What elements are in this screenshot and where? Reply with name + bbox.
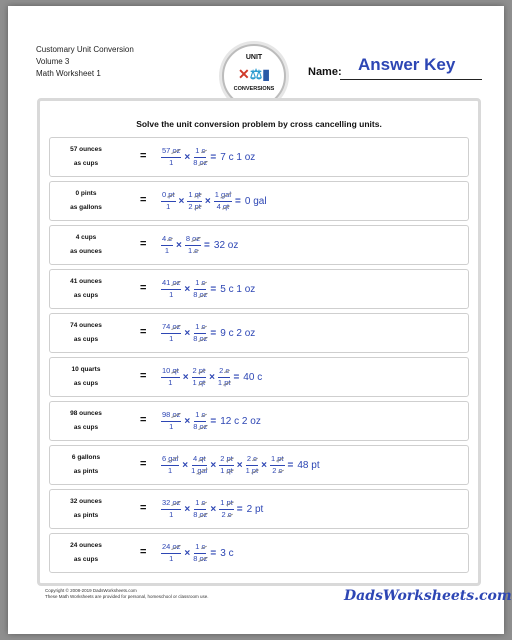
numerator: 4 c <box>161 234 173 246</box>
answer: 12 c 2 oz <box>220 415 261 427</box>
numerator: 1 c <box>194 322 206 334</box>
answer: 0 gal <box>244 195 267 207</box>
denominator: 8 oz <box>193 290 208 299</box>
times-sign: × <box>184 327 191 339</box>
problem-target-unit: as cups <box>73 292 99 299</box>
beaker-icon: ▮ <box>262 66 270 82</box>
numerator: 4 qt <box>192 454 207 466</box>
fraction <box>192 366 207 388</box>
denominator: 1 <box>166 202 171 211</box>
cancelled-unit: c <box>168 234 173 243</box>
cancelled-unit: c <box>194 246 198 255</box>
times-sign: × <box>261 459 267 471</box>
numerator: 1 c <box>194 410 206 422</box>
fraction <box>193 322 207 344</box>
cancelled-unit: gal <box>168 454 179 463</box>
dadsworksheets-logo: DadsWorksheets.com <box>344 588 512 604</box>
fraction <box>161 322 181 344</box>
fraction <box>191 454 207 476</box>
denominator: 8 oz <box>193 158 208 167</box>
numerator: 1 qt <box>187 190 202 202</box>
denominator: 2 c <box>272 466 283 475</box>
denominator: 4 qt <box>216 202 230 211</box>
problem-row <box>49 489 469 529</box>
result-equals-sign: = <box>236 503 243 515</box>
numerator: 57 oz <box>161 146 181 158</box>
equals-sign: = <box>140 502 147 514</box>
problem-row <box>49 181 469 221</box>
denominator: 2 c <box>221 510 232 519</box>
cancelled-unit: c <box>201 410 206 419</box>
numerator: 98 oz <box>161 410 181 422</box>
times-sign: × <box>184 151 191 163</box>
cancelled-unit: c <box>201 322 206 331</box>
cancelled-unit: c <box>225 366 230 375</box>
denominator: 1 pt <box>217 378 231 387</box>
problem-row <box>49 137 469 177</box>
conversion-expression <box>160 230 238 260</box>
result-equals-sign: = <box>210 415 217 427</box>
times-sign: × <box>176 239 182 251</box>
problem-row <box>49 357 469 397</box>
times-sign: × <box>184 547 191 559</box>
denominator: 1 <box>168 466 173 475</box>
cancelled-unit: oz <box>172 322 181 331</box>
times-sign: × <box>210 459 217 471</box>
conversion-expression <box>160 406 261 436</box>
fraction <box>193 146 207 168</box>
fraction <box>187 190 202 212</box>
conversion-expression <box>160 362 262 392</box>
cancelled-unit: c <box>201 146 206 155</box>
denominator: 2 pt <box>188 202 201 211</box>
denominator: 1 <box>168 378 173 387</box>
equals-sign: = <box>140 282 147 294</box>
cancelled-unit: oz <box>199 158 208 167</box>
numerator: 24 oz <box>161 542 181 554</box>
cancelled-unit: pt <box>226 454 233 463</box>
answer: 9 c 2 oz <box>220 327 256 339</box>
problem-quantity: 41 ounces <box>70 278 102 285</box>
result-equals-sign: = <box>287 459 294 471</box>
cancelled-unit: c <box>227 510 232 519</box>
logo-bottom-text: CONVERSIONS <box>233 86 275 92</box>
problem-row <box>49 269 469 309</box>
denominator: 1 qt <box>192 378 206 387</box>
numerator: 2 pt <box>192 366 207 378</box>
numerator: 2 c <box>218 366 230 378</box>
cancelled-unit: oz <box>172 410 181 419</box>
footer <box>45 588 209 600</box>
scale-icon: ⚖ <box>249 66 263 82</box>
fraction <box>218 366 231 388</box>
problem-quantity: 6 gallons <box>71 454 101 461</box>
equals-sign: = <box>140 326 147 338</box>
problem-target-unit: as pints <box>73 468 99 475</box>
equals-sign: = <box>140 414 147 426</box>
denominator: 1 <box>169 334 174 343</box>
answer: 7 c 1 oz <box>220 151 256 163</box>
fraction <box>193 498 207 520</box>
fraction <box>161 234 173 256</box>
cancelled-unit: pt <box>251 466 259 475</box>
equals-sign: = <box>140 150 147 162</box>
fraction <box>193 542 207 564</box>
denominator: 8 oz <box>193 554 208 563</box>
worksheet-title <box>36 44 134 80</box>
equals-sign: = <box>140 370 147 382</box>
answer: 48 pt <box>297 459 320 471</box>
problem-row <box>49 225 469 265</box>
cancelled-unit: oz <box>172 498 181 507</box>
times-sign: × <box>209 371 215 383</box>
equals-sign: = <box>140 194 147 206</box>
fraction <box>246 454 259 476</box>
fraction <box>185 234 201 256</box>
denominator: 8 oz <box>193 334 208 343</box>
problem-quantity: 24 ounces <box>70 542 102 549</box>
times-sign: × <box>204 195 211 207</box>
cancelled-unit: qt <box>172 366 179 375</box>
title-line-3: Math Worksheet 1 <box>36 69 101 78</box>
ruler-icon: ✕ <box>237 66 250 82</box>
cancelled-unit: gal <box>197 466 208 475</box>
equals-sign: = <box>140 238 147 250</box>
name-label: Name: <box>308 66 342 78</box>
denominator: 1 qt <box>220 466 233 475</box>
conversion-expression <box>160 538 234 568</box>
problem-row <box>49 401 469 441</box>
cancelled-unit: pt <box>194 202 201 211</box>
answer: 2 pt <box>246 503 264 515</box>
denominator: 1 <box>169 554 174 563</box>
conversion-expression <box>160 318 255 348</box>
numerator: 41 oz <box>161 278 181 290</box>
name-line <box>340 79 482 80</box>
problem-target-unit: as ounces <box>70 248 102 255</box>
problem-quantity: 10 quarts <box>71 366 101 373</box>
cancelled-unit: qt <box>222 202 230 211</box>
fraction <box>161 278 181 300</box>
times-sign: × <box>184 415 191 427</box>
problem-target-unit: as cups <box>73 556 99 563</box>
cancelled-unit: pt <box>277 454 284 463</box>
cancelled-unit: pt <box>224 378 231 387</box>
logo-top-text: UNIT <box>245 54 263 61</box>
cancelled-unit: oz <box>199 554 208 563</box>
cancelled-unit: pt <box>226 498 233 507</box>
fraction <box>161 542 181 564</box>
answer: 40 c <box>243 371 263 383</box>
cancelled-unit: oz <box>172 278 181 287</box>
numerator: 74 oz <box>161 322 181 334</box>
conversion-expression <box>160 274 255 304</box>
denominator: 1 <box>169 158 174 167</box>
numerator: 0 pt <box>161 190 176 202</box>
numerator: 32 oz <box>161 498 181 510</box>
cancelled-unit: c <box>201 498 206 507</box>
denominator: 1 c <box>187 246 198 255</box>
numerator: 1 pt <box>219 498 234 510</box>
fraction <box>193 410 207 432</box>
cancelled-unit: oz <box>199 422 208 431</box>
times-sign: × <box>236 459 243 471</box>
cancelled-unit: oz <box>199 510 208 519</box>
denominator: 1 <box>169 422 174 431</box>
cancelled-unit: qt <box>199 454 206 463</box>
result-equals-sign: = <box>235 195 241 207</box>
problem-quantity: 32 ounces <box>70 498 102 505</box>
fraction <box>270 454 285 476</box>
problem-target-unit: as cups <box>73 160 99 167</box>
cancelled-unit: oz <box>192 234 201 243</box>
cancelled-unit: gal <box>221 190 232 199</box>
problem-quantity: 74 ounces <box>70 322 102 329</box>
numerator: 1 c <box>194 146 206 158</box>
problem-target-unit: as pints <box>73 512 99 519</box>
numerator: 6 gal <box>161 454 179 466</box>
cancelled-unit: c <box>253 454 257 463</box>
fraction <box>161 146 181 168</box>
equals-sign: = <box>140 546 147 558</box>
cancelled-unit: qt <box>226 466 233 475</box>
copyright-text: Copyright © 2008-2019 DadsWorksheets.com <box>45 588 137 593</box>
cancelled-unit: oz <box>172 146 181 155</box>
denominator: 1 <box>169 510 174 519</box>
problem-target-unit: as cups <box>73 424 99 431</box>
answer-key-label: Answer Key <box>358 55 456 74</box>
numerator: 2 pt <box>219 454 234 466</box>
cancelled-unit: oz <box>199 290 208 299</box>
times-sign: × <box>182 459 189 471</box>
numerator: 1 c <box>194 498 206 510</box>
denominator: 1 gal <box>191 466 208 475</box>
fraction <box>161 366 180 388</box>
problem-row <box>49 533 469 573</box>
numerator: 1 c <box>194 278 206 290</box>
denominator: 8 oz <box>193 422 208 431</box>
fraction <box>219 498 234 520</box>
cancelled-unit: c <box>278 466 283 475</box>
title-line-2: Volume 3 <box>36 57 70 66</box>
numerator: 8 oz <box>185 234 201 246</box>
result-equals-sign: = <box>210 547 217 559</box>
instructions: Solve the unit conversion problem by cross cancelling units. <box>136 119 382 129</box>
fraction <box>161 454 179 476</box>
numerator: 1 gal <box>214 190 232 202</box>
cancelled-unit: oz <box>199 334 208 343</box>
fraction <box>193 278 207 300</box>
problems-panel <box>37 98 481 586</box>
answer: 3 c <box>220 547 234 559</box>
problem-target-unit: as cups <box>73 380 99 387</box>
fraction <box>161 190 176 212</box>
cancelled-unit: pt <box>198 366 206 375</box>
worksheet-page <box>8 6 512 634</box>
problem-quantity: 57 ounces <box>70 146 102 153</box>
problem-quantity: 0 pints <box>75 190 97 197</box>
times-sign: × <box>210 503 217 515</box>
cancelled-unit: oz <box>172 542 181 551</box>
answer: 32 oz <box>213 239 239 251</box>
fraction <box>219 454 234 476</box>
conversion-expression <box>160 186 267 216</box>
problem-quantity: 98 ounces <box>70 410 102 417</box>
cancelled-unit: qt <box>198 378 206 387</box>
denominator: 1 pt <box>245 466 259 475</box>
denominator: 1 <box>169 290 174 299</box>
numerator: 1 c <box>194 542 206 554</box>
result-equals-sign: = <box>210 327 217 339</box>
usage-text: These Math Worksheets are provided for personal, homeschool or classroom use. <box>45 594 209 599</box>
result-equals-sign: = <box>210 151 217 163</box>
problem-quantity: 4 cups <box>75 234 97 241</box>
result-equals-sign: = <box>210 283 217 295</box>
times-sign: × <box>184 283 191 295</box>
fraction <box>214 190 232 212</box>
answer: 5 c 1 oz <box>220 283 256 295</box>
problem-row <box>49 313 469 353</box>
result-equals-sign: = <box>233 371 240 383</box>
cancelled-unit: qt <box>194 190 201 199</box>
title-line-1: Customary Unit Conversion <box>36 45 134 54</box>
problem-target-unit: as cups <box>73 336 99 343</box>
numerator: 2 c <box>246 454 258 466</box>
denominator: 1 <box>164 246 170 255</box>
times-sign: × <box>178 195 185 207</box>
cancelled-unit: pt <box>168 190 175 199</box>
denominator: 8 oz <box>193 510 208 519</box>
times-sign: × <box>182 371 189 383</box>
times-sign: × <box>184 503 191 515</box>
conversion-expression <box>160 494 263 524</box>
cancelled-unit: c <box>201 278 206 287</box>
fraction <box>161 498 181 520</box>
numerator: 10 qt <box>161 366 180 378</box>
equals-sign: = <box>140 458 147 470</box>
problem-row <box>49 445 469 485</box>
cancelled-unit: c <box>201 542 206 551</box>
conversion-expression <box>160 450 320 480</box>
problem-target-unit: as gallons <box>70 204 102 211</box>
conversion-expression <box>160 142 255 172</box>
result-equals-sign: = <box>204 239 210 251</box>
numerator: 1 pt <box>270 454 285 466</box>
fraction <box>161 410 181 432</box>
